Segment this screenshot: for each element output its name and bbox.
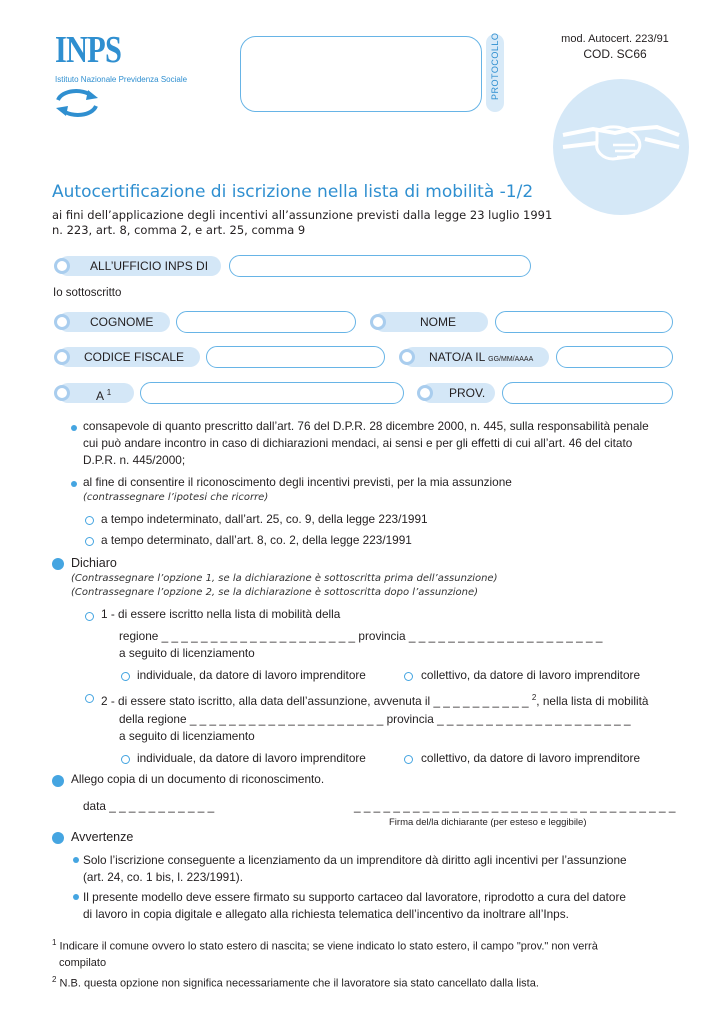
cognome-field[interactable]	[176, 311, 356, 333]
allego-text: Allego copia di un documento di riconoscimento.	[71, 772, 325, 786]
logo-subtitle: Istituto Nazionale Previdenza Sociale	[55, 75, 188, 84]
section-bullet	[52, 558, 64, 570]
firma-label: Firma del/la dichiarante (per esteso e leggibile)	[389, 817, 587, 828]
option-1-individuale-radio[interactable]	[121, 672, 130, 681]
data-field[interactable]: data _ _ _ _ _ _ _ _ _ _ _	[83, 799, 215, 813]
bullet	[71, 481, 77, 487]
handshake-icon	[553, 79, 689, 215]
ufficio-field[interactable]	[229, 255, 531, 277]
fine-note: (contrassegnare l’ipotesi che ricorre)	[83, 492, 269, 503]
option-indeterminato-label: a tempo indeterminato, dall’art. 25, co. 9, della legge 223/1991	[101, 512, 428, 526]
option-1-seguito: a seguito di licenziamento	[119, 646, 255, 660]
avvertenza-2: Il presente modello deve essere firmato su supporto cartaceo dal lavoratore, riprodotto a cura del datore di lavoro in copia digitale e allegato alla richiesta telematica dell’incentivo da inoltrare all’Inps.	[83, 890, 626, 921]
avvertenza-1: Solo l’iscrizione conseguente a licenziamento da un imprenditore dà diritto agli incentivi per l’assunzione (art. 24, co. 1 bis, l. 223/1991).	[83, 853, 627, 884]
prov-field[interactable]	[502, 382, 673, 404]
bullet	[73, 857, 79, 863]
firma-field[interactable]: _ _ _ _ _ _ _ _ _ _ _ _ _ _ _ _ _ _ _ _ _ _ _ _ _ _ _ _ _ _ _ _ _	[354, 799, 676, 813]
bullet	[71, 425, 77, 431]
dichiaro-heading: Dichiaro	[71, 556, 117, 570]
option-1-collettivo-label: collettivo, da datore di lavoro imprenditore	[421, 668, 641, 682]
cognome-label: COGNOME	[58, 312, 170, 332]
protocollo-box[interactable]	[240, 36, 482, 112]
option-2-collettivo-radio[interactable]	[404, 755, 413, 764]
option-2-seguito: a seguito di licenziamento	[119, 729, 255, 743]
sottoscritto-text: Io sottoscritto	[53, 287, 122, 299]
inps-logo: INPS	[55, 29, 122, 71]
inps-arrows-icon	[52, 86, 102, 120]
codice-fiscale-field[interactable]	[206, 346, 385, 368]
prov-label: PROV.	[421, 383, 495, 403]
bullet	[73, 894, 79, 900]
ufficio-label: ALL’UFFICIO INPS DI	[58, 256, 221, 276]
nato-field[interactable]	[556, 346, 673, 368]
luogo-label: A $^1$	[58, 383, 134, 403]
option-2-radio[interactable]	[85, 694, 94, 703]
nome-field[interactable]	[495, 311, 673, 333]
footnote-1: $^1$ Indicare il comune ovvero lo stato estero di nascita; se viene indicato lo stato estero, il campo "prov." non verrà compilato	[52, 938, 598, 969]
model-code: mod. Autocert. 223/91 COD. SC66	[561, 33, 669, 61]
fine-text: al fine di consentire il riconoscimento degli incentivi previsti, per la mia assunzione	[83, 475, 512, 489]
protocollo-label: PROTOCOLLO	[486, 34, 504, 112]
option-1-regione: regione _ _ _ _ _ _ _ _ _ _ _ _ _ _ _ _ _ _ _ _ provincia _ _ _ _ _ _ _ _ _ _ _ _ _ _ _ _ _ _ _ _	[119, 629, 603, 643]
dichiaro-note-2: (Contrassegnare l’opzione 2, se la dichiarazione è sottoscritta dopo l’assunzione)	[71, 587, 479, 598]
nato-label: NATO/A IL GG/MM/AAAA	[403, 347, 549, 367]
option-2-individuale-label: individuale, da datore di lavoro imprenditore	[137, 751, 366, 765]
section-bullet	[52, 832, 64, 844]
footnote-2: $^2$ N.B. questa opzione non significa necessariamente che il lavoratore sia stato cancellato dalla lista.	[52, 975, 539, 990]
nome-label: NOME	[374, 312, 488, 332]
option-determinato-radio[interactable]	[85, 537, 94, 546]
luogo-field[interactable]	[140, 382, 404, 404]
option-2-individuale-radio[interactable]	[121, 755, 130, 764]
dichiaro-note-1: (Contrassegnare l’opzione 1, se la dichiarazione è sottoscritta prima dell’assunzione)	[71, 573, 498, 584]
option-2-regione: della regione _ _ _ _ _ _ _ _ _ _ _ _ _ _ _ _ _ _ _ _ provincia _ _ _ _ _ _ _ _ _ _ _ _ _ _ _ _ _ _ _ _	[119, 712, 631, 726]
handshake-circle	[553, 79, 689, 215]
option-2-label: 2 - di essere stato iscritto, alla data dell’assunzione, avvenuta il _ _ _ _ _ _ _ _ _ _ $^2$, nella lista di mobilità	[101, 693, 649, 708]
option-determinato-label: a tempo determinato, dall’art. 8, co. 2, della legge 223/1991	[101, 533, 412, 547]
option-1-label: 1 - di essere iscritto nella lista di mobilità della	[101, 607, 341, 621]
avvertenze-heading: Avvertenze	[71, 830, 134, 844]
page-subtitle: ai fini dell’applicazione degli incentivi all’assunzione previsti dalla legge 23 luglio 1991 n. 223, art. 8, comma 2, e art. 25, comma 9	[52, 208, 553, 237]
option-1-collettivo-radio[interactable]	[404, 672, 413, 681]
page-title: Autocertificazione di iscrizione nella lista di mobilità -1/2	[52, 182, 534, 202]
option-2-collettivo-label: collettivo, da datore di lavoro imprenditore	[421, 751, 641, 765]
option-indeterminato-radio[interactable]	[85, 516, 94, 525]
codice-fiscale-label: CODICE FISCALE	[58, 347, 200, 367]
consapevole-text: consapevole di quanto prescritto dall’art. 76 del D.P.R. 28 dicembre 2000, n. 445, sulla responsabilità penale cui può andare incontro in caso di dichiarazioni mendaci, ai sensi e per gli effetti di cui all’art. 46 del citato D.P.R. n. 445/2000;	[83, 419, 649, 467]
option-1-radio[interactable]	[85, 612, 94, 621]
option-1-individuale-label: individuale, da datore di lavoro imprenditore	[137, 668, 366, 682]
section-bullet	[52, 775, 64, 787]
